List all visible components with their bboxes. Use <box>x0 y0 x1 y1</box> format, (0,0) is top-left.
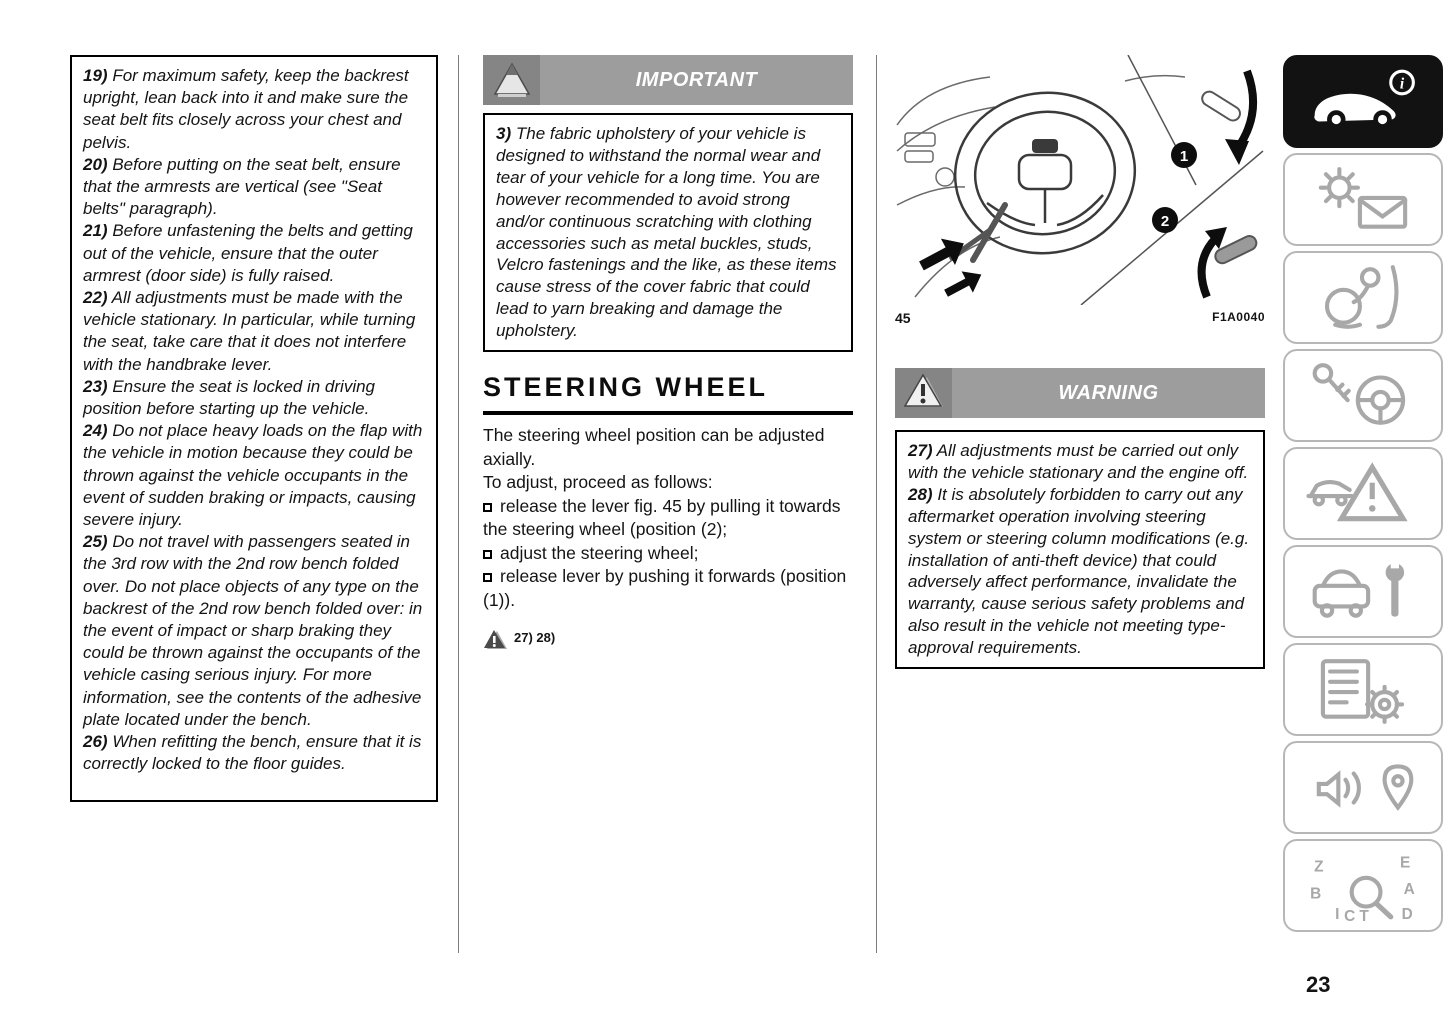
note-text: For maximum safety, keep the backrest upright, lean back into it and make sure the seat belt fits closely across your chest and pelvis. <box>83 66 409 152</box>
seat-safety-notes-box <box>70 55 438 802</box>
note-25 <box>83 531 425 731</box>
note-23 <box>83 376 425 420</box>
note-number: 23) <box>83 376 108 396</box>
note-text: When refitting the bench, ensure that it is correctly locked to the floor guides. <box>83 732 422 774</box>
bullet-text: release the lever fig. 45 by pulling it towards the steering wheel (position (2); <box>483 495 841 539</box>
bullet-text: adjust the steering wheel; <box>500 542 699 563</box>
multimedia-navigation-icon <box>1304 751 1422 825</box>
note-22 <box>83 287 425 376</box>
important-note-box <box>483 113 853 352</box>
note-3 <box>496 123 840 342</box>
note-number: 27) <box>908 441 933 460</box>
note-28 <box>908 484 1252 659</box>
index-letter: I <box>1335 905 1340 923</box>
warning-triangle-icon <box>483 629 507 650</box>
specs-list-gear-icon <box>1304 653 1422 727</box>
key-steering-wheel-icon <box>1304 359 1422 433</box>
note-19 <box>83 65 425 154</box>
sidebar-tab-index[interactable] <box>1283 839 1443 932</box>
steering-wheel-body <box>483 424 855 650</box>
note-number: 26) <box>83 732 108 752</box>
sidebar-tab-multimedia[interactable] <box>1283 741 1443 834</box>
note-number: 21) <box>83 221 108 241</box>
important-banner-title: IMPORTANT <box>635 68 758 91</box>
square-bullet-icon <box>483 573 492 582</box>
note-27 <box>908 440 1252 484</box>
bullet-item <box>483 565 855 612</box>
note-number: 22) <box>83 288 108 308</box>
important-banner <box>483 55 853 105</box>
column-divider <box>458 55 459 953</box>
page-number: 23 <box>1306 972 1331 997</box>
warning-light-message-icon <box>1304 163 1422 237</box>
figure-code: F1A0040 <box>1212 310 1265 324</box>
section-tab-sidebar <box>1283 55 1443 937</box>
sidebar-tab-safety[interactable] <box>1283 251 1443 344</box>
index-letter: A <box>1403 880 1415 898</box>
note-24 <box>83 420 425 531</box>
note-text: The fabric upholstery of your vehicle is designed to withstand the normal wear and tear of your vehicle for a long time. You are however recommended to avoid strong and/or continuous scratching with clothing accessories such as metal buckles, studs, Velcro fastenings and the like, as these items cause stress of the cover fabric that could lead to yarn breaking and damage the upholstery. <box>496 124 837 341</box>
sidebar-tab-servicing-and-care[interactable] <box>1283 545 1443 638</box>
figure-callout-2: 2 <box>1160 213 1170 230</box>
warning-triangle-icon <box>903 373 945 413</box>
figure-callout-1: 1 <box>1179 148 1189 165</box>
airbag-icon <box>1304 261 1422 335</box>
bullet-item <box>483 495 855 542</box>
note-text: Before unfastening the belts and getting out of the vehicle, ensure that the outer armrest (door side) is fully raised. <box>83 221 413 285</box>
index-letter: C <box>1344 907 1356 923</box>
important-pyramid-icon <box>492 61 532 99</box>
sidebar-tab-technical-data[interactable] <box>1283 643 1443 736</box>
note-text: Do not place heavy loads on the flap with the vehicle in motion because they could be thrown against the vehicle occupants in the event of sudden braking or impacts, causing severe injury. <box>83 421 423 530</box>
warning-icon-square <box>895 368 952 418</box>
index-letter: E <box>1399 854 1411 871</box>
bullet-text: release lever by pushing it forwards (position (1)). <box>483 566 847 610</box>
sidebar-tab-dashboard-and-displays[interactable] <box>1283 153 1443 246</box>
figure-number: 45 <box>895 310 911 326</box>
note-number: 24) <box>83 421 108 441</box>
warning-reference <box>483 626 855 650</box>
alphabetical-index-icon <box>1304 849 1422 923</box>
note-text: Ensure the seat is locked in driving position before starting up the vehicle. <box>83 376 376 419</box>
note-number: 25) <box>83 532 108 552</box>
car-wrench-icon <box>1304 555 1422 629</box>
sidebar-tab-knowing-your-vehicle[interactable] <box>1283 55 1443 148</box>
bullet-item <box>483 542 855 566</box>
warning-banner-title: WARNING <box>1058 381 1159 404</box>
index-letter: T <box>1359 907 1369 923</box>
warning-banner <box>895 368 1265 418</box>
index-letter: B <box>1310 884 1322 902</box>
square-bullet-icon <box>483 550 492 559</box>
note-text: Before putting on the seat belt, ensure that the armrests are vertical (see "Seat belts" paragraph). <box>83 154 401 219</box>
note-20 <box>83 154 425 221</box>
paragraph: The steering wheel position can be adjusted axially. <box>483 425 825 469</box>
figure-caption <box>895 310 1265 326</box>
note-26 <box>83 731 425 775</box>
sidebar-tab-starting-and-driving[interactable] <box>1283 349 1443 442</box>
warning-ref-numbers: 27) 28) <box>514 630 556 645</box>
note-text: All adjustments must be made with the vehicle stationary. In particular, while turning the seat, take care that it does not interfere with the handbrake lever. <box>83 288 416 374</box>
car-info-icon <box>1304 65 1422 139</box>
note-21 <box>83 220 425 287</box>
breakdown-triangle-icon <box>1304 457 1422 531</box>
section-heading: STEERING WHEEL <box>483 372 853 415</box>
svg-text:i: i <box>1399 75 1405 93</box>
note-number: 28) <box>908 484 933 504</box>
square-bullet-icon <box>483 503 492 512</box>
steering-warning-box <box>895 430 1265 669</box>
column-divider <box>876 55 877 953</box>
sidebar-tab-emergency[interactable] <box>1283 447 1443 540</box>
steering-wheel-figure <box>895 55 1265 305</box>
index-letter: D <box>1401 905 1413 923</box>
important-icon-square <box>483 55 540 105</box>
note-text: All adjustments must be carried out only with the vehicle stationary and the engine off. <box>908 441 1249 482</box>
note-number: 19) <box>83 66 108 85</box>
note-number: 3) <box>496 124 512 143</box>
note-text: It is absolutely forbidden to carry out any aftermarket operation involving steering system or steering column modifications (e.g. installation of anti-theft device) that could adversely affect performance, invalidate the warranty, cause serious safety problems and also result in the vehicle not meeting type-approval requirements. <box>908 484 1250 658</box>
note-text: Do not travel with passengers seated in the 3rd row with the 2nd row bench folded over. Do not place objects of any type on the backrest of the 2nd row bench folded over: in the event of impact or sharp braking they could be thrown against the occupants of the vehicle casing serious injury. For more information, see the contents of the adhesive plate located under the bench. <box>83 532 423 729</box>
note-number: 20) <box>83 154 108 174</box>
paragraph: To adjust, proceed as follows: <box>483 472 713 492</box>
index-letter: Z <box>1314 858 1324 876</box>
